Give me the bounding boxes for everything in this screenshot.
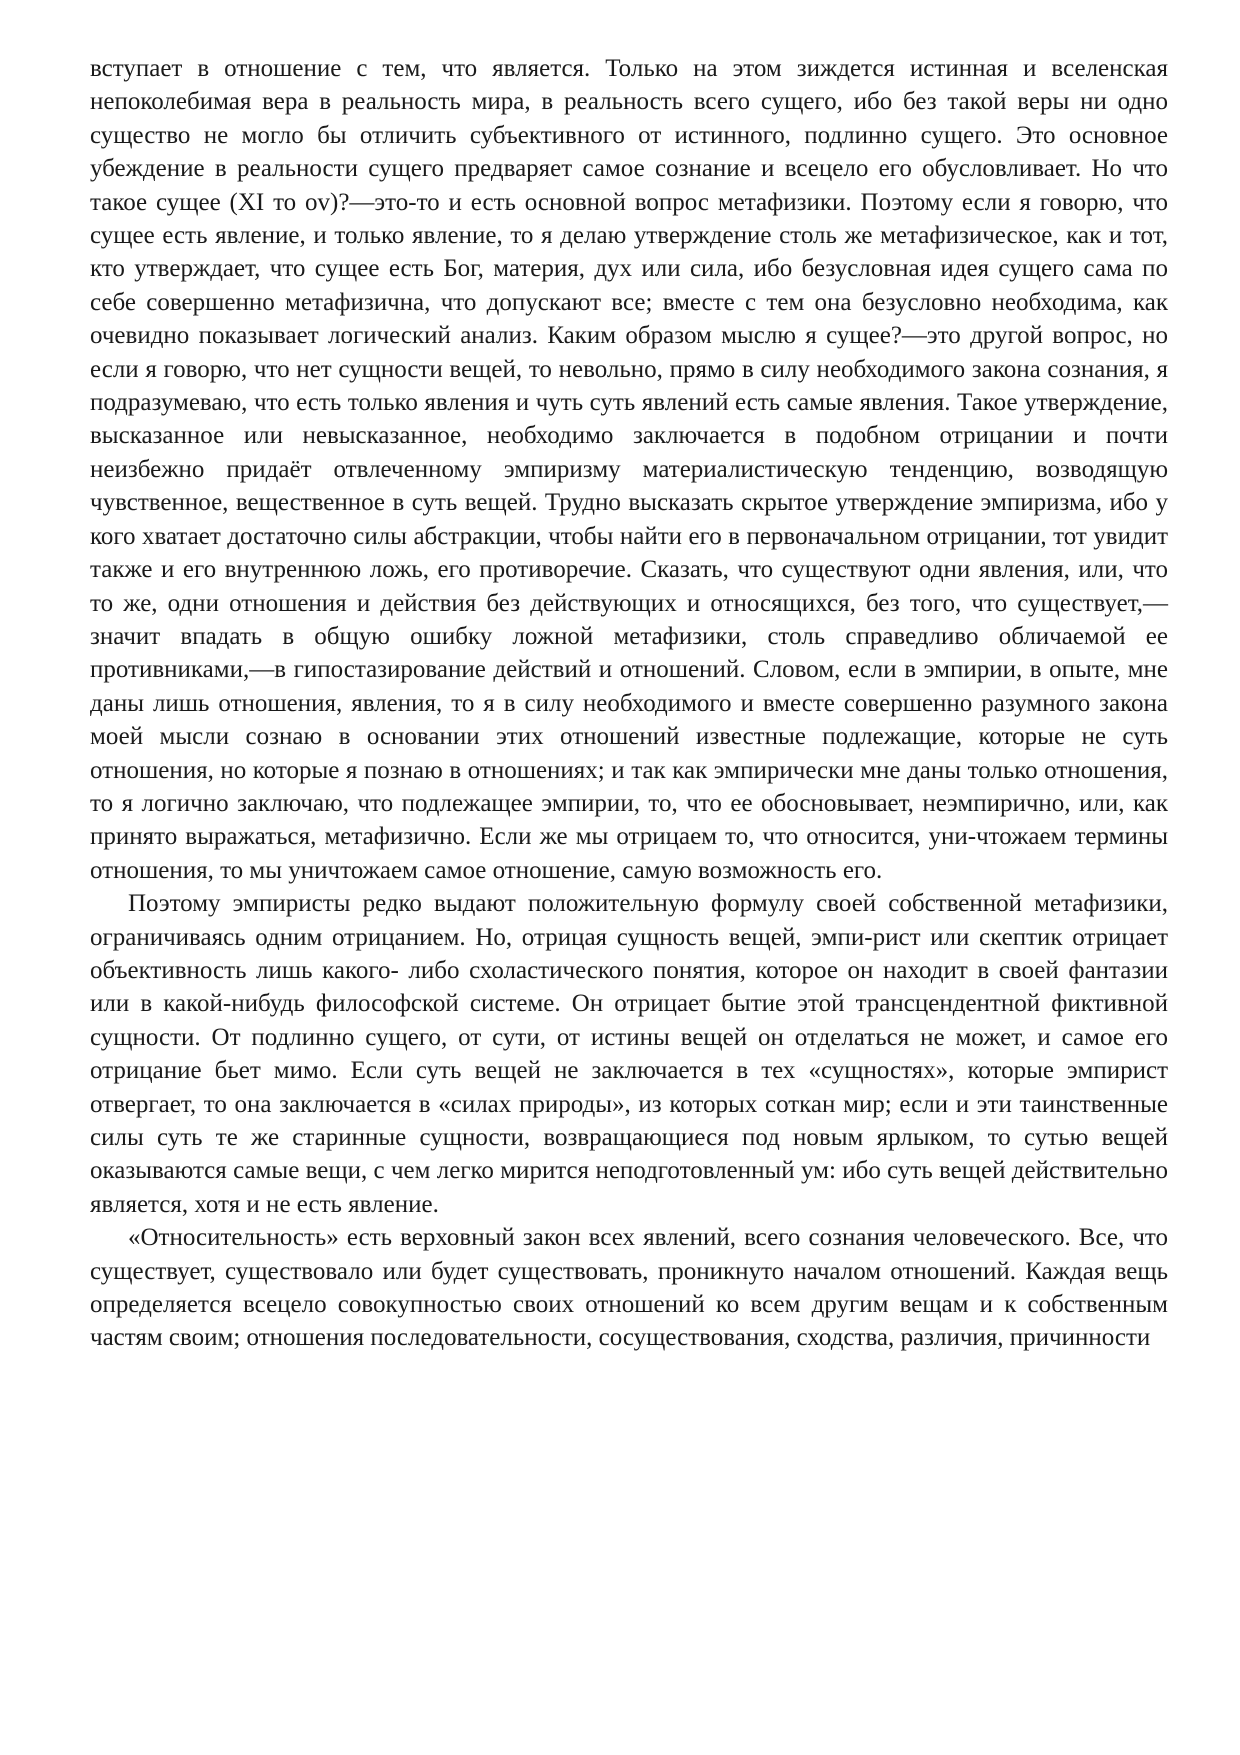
paragraph-3: «Относительность» есть верховный закон всех явлений, всего сознания человеческого. Все, что существует, существовало или будет существовать, проникнуто началом отношений. Каждая вещь определяется всецело совокупностью своих отношений ко всем другим вещам и к собственным частям своим; отношения последовательности, сосуществования, сходства, различия, причинности [90, 1224, 1168, 1352]
document-page [90, 52, 1168, 1355]
paragraph-2: Поэтому эмпиристы редко выдают положительную формулу своей собственной метафизики, ограничиваясь одним отрицанием. Но, отрицая сущность вещей, эмпи-рист или скептик отрицает объективность лишь какого- либо схоластического понятия, которое он находит в своей фантазии или в какой-нибудь философской системе. Он отрицает бытие этой трансцендентной фиктивной сущности. От подлинно сущего, от сути, от истины вещей он отделаться не может, и самое его отрицание бьет мимо. Если суть вещей не заключается в тех «сущностях», которые эмпирист отвергает, то она заключается в «силах природы», из которых соткан мир; если и эти таинственные силы суть те же старинные сущности, возвращающиеся под новым ярлыком, то сутью вещей оказываются самые вещи, с чем легко мирится неподготовленный ум: ибо суть вещей действительно является, хотя и не есть явление. [90, 890, 1168, 1218]
paragraph-1: вступает в отношение с тем, что является. Только на этом зиждется истинная и вселенская непоколебимая вера в реальность мира, в реальность всего сущего, ибо без такой веры ни одно существо не могло бы отличить субъективного от истинного, подлинно сущего. Это основное убеждение в реальности сущего предваряет самое сознание и всецело его обусловливает. Но что такое сущее (XI то ov)?—это-то и есть основной вопрос метафизики. Поэтому если я говорю, что сущее есть явление, и только явление, то я делаю утверждение столь же метафизическое, как и тот, кто утверждает, что сущее есть Бог, материя, дух или сила, ибо безусловная идея сущего сама по себе совершенно метафизична, что допускают все; вместе с тем она безусловно необходима, как очевидно показывает логический анализ. Каким образом мыслю я сущее?—это другой вопрос, но если я говорю, что нет сущности вещей, то невольно, прямо в силу необходимого закона сознания, я подразумеваю, что есть только явления и чуть суть явлений есть самые явления. Такое утверждение, высказанное или невысказанное, необходимо заключается в подобном отрицании и почти неизбежно придаёт отвлеченному эмпиризму материалистическую тенденцию, возводящую чувственное, вещественное в суть вещей. Трудно высказать скрытое утверждение эмпиризма, ибо у кого хватает достаточно силы абстракции, чтобы найти его в первоначальном отрицании, тот увидит также и его внутреннюю ложь, его противоречие. Сказать, что существуют одни явления, или, что то же, одни отношения и действия без действующих и относящихся, без того, что существует,— значит впадать в общую ошибку ложной метафизики, столь справедливо обличаемой ее противниками,—в гипостазирование действий и отношений. Словом, если в эмпирии, в опыте, мне даны лишь отношения, явления, то я в силу необходимого и вместе совершенно разумного закона моей мысли сознаю в основании этих отношений известные подлежащие, которые не суть отношения, но которые я познаю в отношениях; и так как эмпирически мне даны только отношения, то я логично заключаю, что подлежащее эмпирии, то, что ее обосновывает, неэмпирично, или, как принято выражаться, метафизично. Если же мы отрицаем то, что относится, уни-чтожаем термины отношения, то мы уничтожаем самое отношение, самую возможность его. [90, 55, 1168, 884]
